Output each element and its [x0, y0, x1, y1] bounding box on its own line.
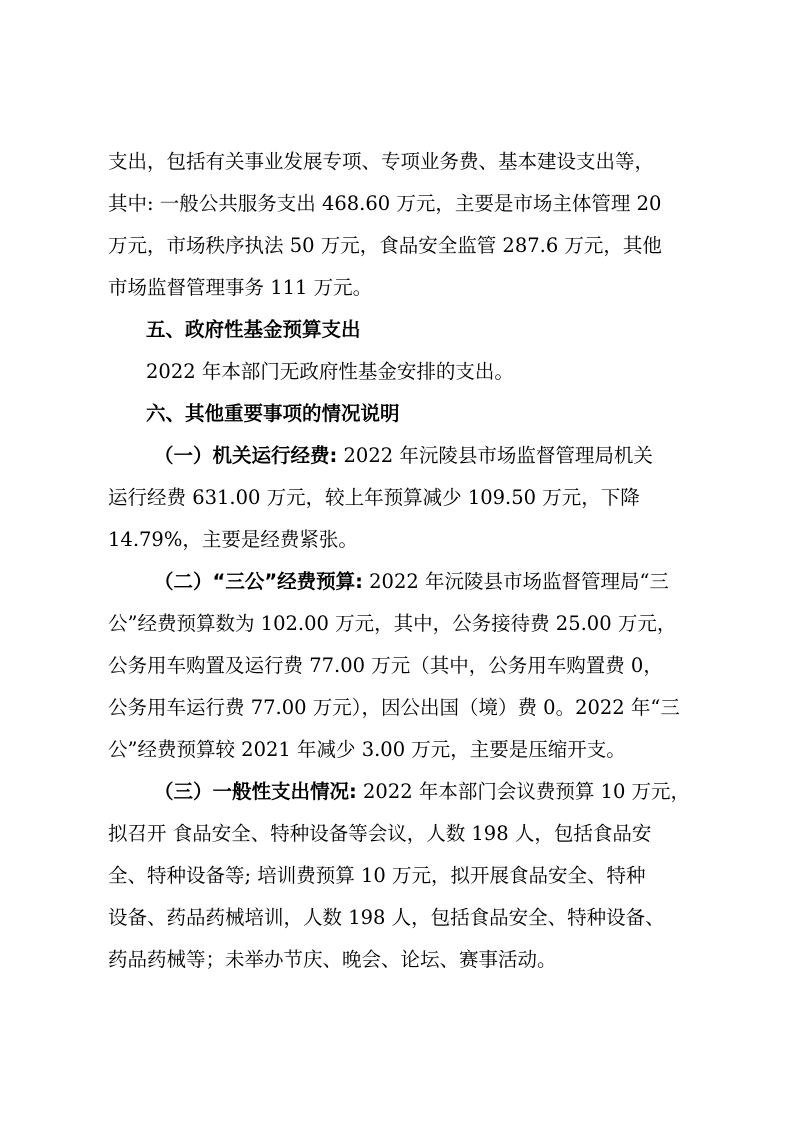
item-first-line [154, 782, 690, 802]
paragraph-line: 14.79%，主要是经费紧张。 [108, 528, 358, 551]
item-label: （二）“三公”经费预算: [154, 570, 363, 593]
paragraph-line: 药品药械等；未举办节庆、晚会、论坛、赛事活动。 [108, 948, 557, 971]
item-label: （三）一般性支出情况: [154, 780, 357, 803]
paragraph-line: 万元，市场秩序执法 50 万元，食品安全监管 287.6 万元，其他 [108, 234, 662, 257]
paragraph-line: 其中: 一般公共服务支出 468.60 万元，主要是市场主体管理 20 [108, 192, 662, 215]
paragraph-line: 市场监督管理事务 111 万元。 [108, 276, 373, 299]
paragraph-line: 支出，包括有关事业发展专项、专项业务费、基本建设支出等， [108, 150, 655, 173]
item-text: 2022 年沅陵县市场监督管理局“三 [362, 570, 669, 593]
item-first-line [154, 446, 653, 466]
paragraph-line: 设备、药品药械培训，人数 198 人，包括食品安全、特种设备、 [108, 906, 665, 929]
item-text: 2022 年沅陵县市场监督管理局机关 [337, 444, 653, 467]
paragraph-line: 公”经费预算数为 102.00 万元，其中，公务接待费 25.00 万元， [108, 612, 677, 635]
item-text: 2022 年本部门会议费预算 10 万元， [356, 780, 691, 803]
item-first-line [154, 572, 669, 592]
section-heading: 五、政府性基金预算支出 [146, 318, 361, 341]
paragraph-line: 全、特种设备等; 培训费预算 10 万元，拟开展食品安全、特种 [108, 864, 646, 887]
paragraph-line: 拟召开 食品安全、特种设备等会议，人数 198 人，包括食品安 [108, 822, 652, 845]
section-heading: 六、其他重要事项的情况说明 [146, 402, 400, 425]
paragraph-line: 公务用车运行费 77.00 万元），因公出国（境）费 0。2022 年“三 [108, 696, 680, 719]
paragraph-line: 2022 年本部门无政府性基金安排的支出。 [146, 360, 514, 383]
paragraph-line: 运行经费 631.00 万元，较上年预算减少 109.50 万元，下降 [108, 486, 640, 509]
item-label: （一）机关运行经费: [154, 444, 338, 467]
paragraph-line: 公务用车购置及运行费 77.00 万元（其中，公务用车购置费 0， [108, 654, 663, 677]
paragraph-line: 公”经费预算较 2021 年减少 3.00 万元，主要是压缩开支。 [108, 738, 626, 761]
